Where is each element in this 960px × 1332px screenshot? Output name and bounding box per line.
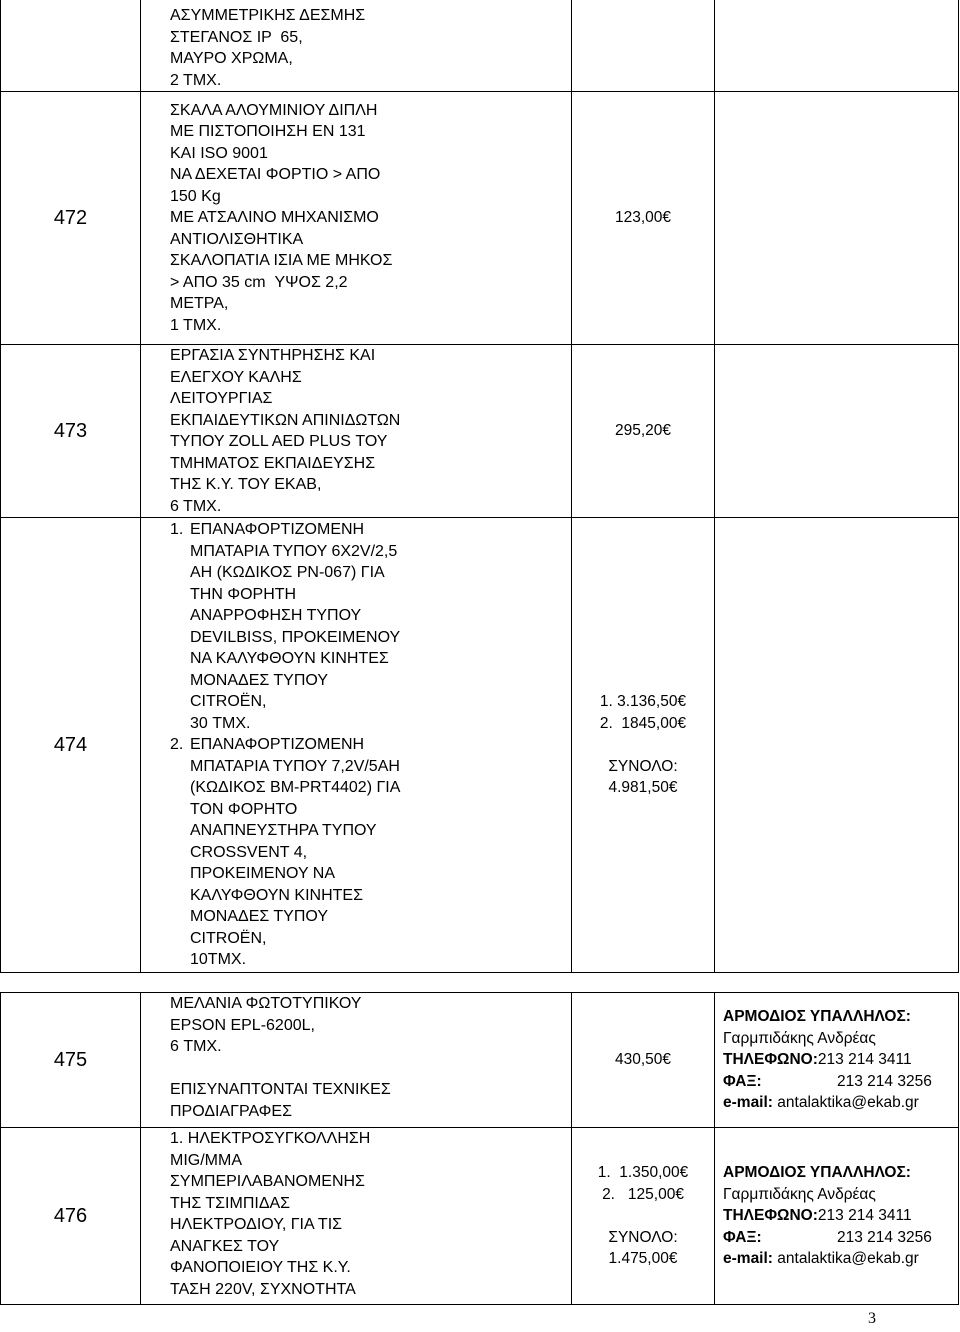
table-row — [1, 345, 959, 518]
contact-cell — [715, 345, 959, 518]
item-description-text: ΣΚΑΛΑ ΑΛΟΥΜΙΝΙΟΥ ΔΙΠΛΗ ΜΕ ΠΙΣΤΟΠΟΙΗΣΗ ΕΝ 131 ΚΑΙ ISO 9001 ΝΑ ΔΕΧΕΤΑΙ ΦΟΡΤΙΟ > ΑΠΟ 150 Kg ΜΕ ΑΤΣΑΛΙΝΟ ΜΗΧΑΝΙΣΜΟ ΑΝΤΙΟΛΙΣΘΗΤΙΚΑ ΣΚΑΛΟΠΑΤΙΑ ΙΣΙΑ ΜΕ ΜΗΚΟΣ > ΑΠΟ 35 cm ΥΨΟΣ 2,2 ΜΕΤΡΑ, 1 ΤΜΧ. — [170, 101, 393, 334]
table-row — [1, 518, 959, 973]
item-description — [141, 92, 572, 345]
email-label: e-mail: — [723, 1094, 773, 1112]
contact-name: Γαρμπιδάκης Ανδρέας — [723, 1029, 876, 1047]
item-price — [572, 0, 715, 92]
fax-value: 213 214 3256 — [837, 1072, 932, 1090]
list-item — [170, 734, 571, 971]
item-description-text: ΕΡΓΑΣΙΑ ΣΥΝΤΗΡΗΣΗΣ ΚΑΙ ΕΛΕΓΧΟΥ ΚΑΛΗΣ ΛΕΙΤΟΥΡΓΙΑΣ ΕΚΠΑΙΔΕΥΤΙΚΩΝ ΑΠΙΝΙΔΩΤΩΝ ΤΥΠΟΥ ZOLL AED PLUS ΤΟΥ ΤΜΗΜΑΤΟΣ ΕΚΠΑΙΔΕΥΣΗΣ ΤΗΣ Κ.Υ. ΤΟΥ ΕΚΑΒ, 6 ΤΜΧ. — [170, 347, 401, 515]
item-price — [572, 1128, 715, 1305]
contact-title: ΑΡΜΟΔΙΟΣ ΥΠΑΛΛΗΛΟΣ: — [723, 1164, 911, 1182]
item-number: 473 — [1, 345, 141, 518]
table-row — [1, 1128, 959, 1305]
list-item-text: ΕΠΑΝΑΦΟΡΤΙΖΟΜΕΝΗ ΜΠΑΤΑΡΙΑ ΤΥΠΟΥ 7,2V/5AH (ΚΩΔΙΚΟΣ ΒΜ-PRT4402) ΓΙΑ ΤΟΝ ΦΟΡΗΤΟ ΑΝΑΠΝΕΥΣΤΗΡΑ ΤΥΠΟΥ CROSSVENT 4, ΠΡΟΚΕΙΜΕΝΟΥ ΝΑ ΚΑΛΥΦΘΟΥΝ ΚΙΝΗΤΕΣ ΜΟΝΑΔΕΣ ΤΥΠΟΥ CITROËN, 10ΤΜΧ. — [190, 736, 401, 969]
item-price — [572, 518, 715, 973]
item-number — [1, 0, 141, 92]
table-row — [1, 993, 959, 1128]
fax-value: 213 214 3256 — [837, 1228, 932, 1246]
contact-title: ΑΡΜΟΔΙΟΣ ΥΠΑΛΛΗΛΟΣ: — [723, 1008, 911, 1026]
item-number: 472 — [1, 92, 141, 345]
item-description — [141, 518, 572, 973]
item-price-text: 1. 1.350,00€ 2. 125,00€ ΣΥΝΟΛΟ: 1.475,00€ — [597, 1164, 689, 1268]
item-number: 475 — [1, 993, 141, 1128]
item-description-text: 1. ΗΛΕΚΤΡΟΣΥΓΚΟΛΛΗΣΗ MIG/MMA ΣΥΜΠΕΡΙΛΑΒΑΝΟΜΕΝΗΣ ΤΗΣ ΤΣΙΜΠΙΔΑΣ ΗΛΕΚΤΡΟΔΙΟΥ, ΓΙΑ ΤΙΣ ΑΝΑΓΚΕΣ ΤΟΥ ΦΑΝΟΠΟΙΕΙΟΥ ΤΗΣ Κ.Υ. ΤΑΣΗ 220V, ΣΥΧΝΟΤΗΤΑ — [170, 1130, 371, 1298]
item-description-text: ΑΣΥΜΜΕΤΡΙΚΗΣ ΔΕΣΜΗΣ ΣΤΕΓΑΝΟΣ IP 65, ΜΑΥΡΟ ΧΡΩΜΑ, 2 ΤΜΧ. — [170, 7, 366, 89]
contact-cell — [715, 1128, 959, 1305]
item-number: 474 — [1, 518, 141, 973]
item-description — [141, 993, 572, 1128]
list-marker: 2. — [170, 736, 184, 754]
page-number: 3 — [868, 1310, 876, 1327]
contact-cell — [715, 518, 959, 973]
item-price: 430,50€ — [572, 993, 715, 1128]
list-item — [170, 519, 571, 734]
item-price: 123,00€ — [572, 92, 715, 345]
contact-cell — [715, 993, 959, 1128]
contact-cell — [715, 0, 959, 92]
fax-label: ΦΑΞ: — [723, 1072, 762, 1090]
table-row — [1, 92, 959, 345]
contact-cell — [715, 92, 959, 345]
list-marker: 1. — [170, 521, 184, 539]
email-label: e-mail: — [723, 1250, 773, 1268]
list-item-text: ΕΠΑΝΑΦΟΡΤΙΖΟΜΕΝΗ ΜΠΑΤΑΡΙΑ ΤΥΠΟΥ 6X2V/2,5 AH (ΚΩΔΙΚΟΣ PN-067) ΓΙΑ ΤΗΝ ΦΟΡΗΤΗ ΑΝΑΡΡΟΦΗΣΗ ΤΥΠΟΥ DEVILBISS, ΠΡΟΚΕΙΜΕΝΟΥ ΝΑ ΚΑΛΥΦΘΟΥΝ ΚΙΝΗΤΕΣ ΜΟΝΑΔΕΣ ΤΥΠΟΥ CITROËN, 30 ΤΜΧ. — [190, 521, 401, 732]
fax-label: ΦΑΞ: — [723, 1228, 762, 1246]
email-value: antalaktika@ekab.gr — [777, 1094, 919, 1112]
phone-value: 213 214 3411 — [817, 1207, 912, 1225]
phone-label: ΤΗΛΕΦΩΝΟ: — [723, 1051, 818, 1069]
item-number: 476 — [1, 1128, 141, 1305]
phone-value: 213 214 3411 — [817, 1051, 912, 1069]
item-description — [141, 0, 572, 92]
item-description — [141, 1128, 572, 1305]
item-price: 295,20€ — [572, 345, 715, 518]
email-value: antalaktika@ekab.gr — [777, 1250, 919, 1268]
item-description — [141, 345, 572, 518]
item-description-text: ΜΕΛΑΝΙΑ ΦΩΤΟΤΥΠΙΚΟΥ EPSON EPL-6200L, 6 ΤΜΧ. ΕΠΙΣΥΝΑΠΤΟΝΤΑΙ ΤΕΧΝΙΚΕΣ ΠΡΟΔΙΑΓΡΑΦΕΣ — [170, 995, 391, 1120]
phone-label: ΤΗΛΕΦΩΝΟ: — [723, 1207, 818, 1225]
item-price-text: 1. 3.136,50€ 2. 1845,00€ ΣΥΝΟΛΟ: 4.981,50€ — [599, 693, 687, 797]
contact-name: Γαρμπιδάκης Ανδρέας — [723, 1185, 876, 1203]
table-row — [1, 0, 959, 92]
items-table-lower — [0, 992, 959, 1305]
